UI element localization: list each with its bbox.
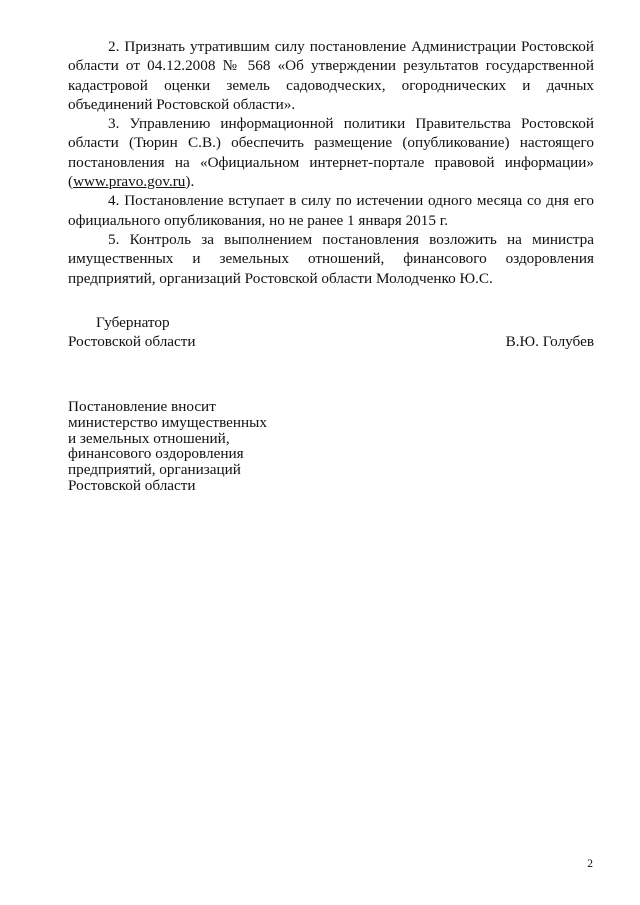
note-line: финансового оздоровления: [68, 445, 244, 463]
paragraph-2: 2. Признать утратившим силу постановление Администрации Ростовской области от 04.12.2008 № 568 «Об утверждении результатов государственной кадастровой оценки земель садоводческих, огороднических и дачных объединений Ростовской области».: [68, 38, 594, 113]
paragraph-4: 4. Постановление вступает в силу по истечении одного месяца со дня его официального опубликования, но не ранее 1 января 2015 г.: [68, 192, 594, 229]
note-line: предприятий, организаций: [68, 461, 241, 479]
submission-note: [68, 399, 328, 494]
note-line: и земельных отношений,: [68, 429, 230, 447]
signatory-title: Губернатор: [96, 314, 170, 331]
note-line: министерство имущественных: [68, 413, 267, 431]
paragraph-3-text: 3. Управлению информационной политики Правительства Ростовской области (Тюрин С.В.) обеспечить размещение (опубликование) настоящего постановления на «Официальном интернет-портале правовой информации» (: [68, 115, 594, 191]
paragraph-3: [68, 114, 594, 191]
note-line: Ростовской области: [68, 476, 196, 494]
paragraph-5: 5. Контроль за выполнением постановления возложить на министра имущественных и земельных отношений, финансового оздоровления предприятий, организаций Ростовской области Молодченко Ю.С.: [68, 230, 594, 287]
page-number: 2: [587, 858, 593, 870]
paragraph-3-closing: ).: [185, 173, 195, 191]
resolution-body: [68, 37, 594, 288]
signatory-name: В.Ю. Голубев: [505, 333, 594, 350]
signatory-region: Ростовской области: [68, 333, 196, 350]
pravo-gov-link[interactable]: www.pravo.gov.ru: [73, 173, 186, 191]
note-line: Постановление вносит: [68, 398, 216, 415]
